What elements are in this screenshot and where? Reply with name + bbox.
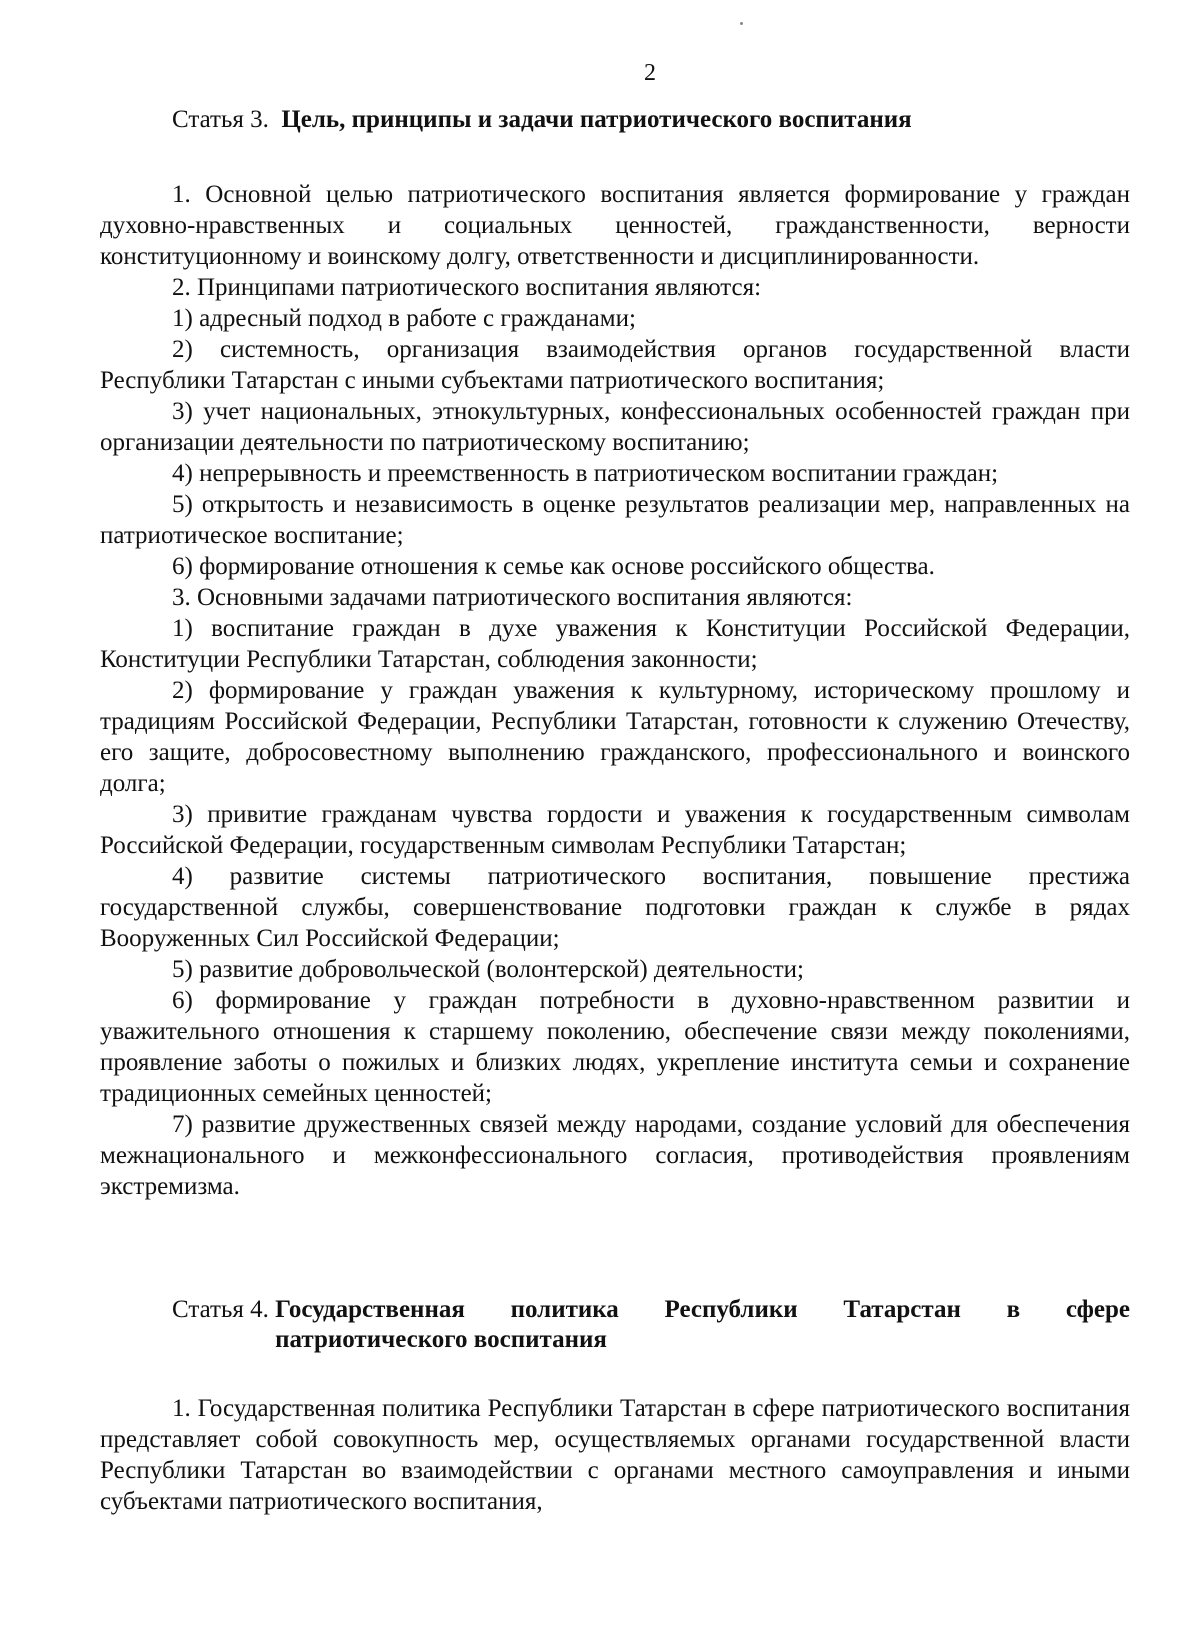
article-3-title: Цель, принципы и задачи патриотического воспитания [281, 106, 912, 133]
article-3-body [100, 179, 1130, 1202]
list-item: 5) открытость и независимость в оценке результатов реализации мер, направленных на патриотическое воспитание; [100, 491, 1130, 549]
article-4-number: Статья 4. [172, 1296, 269, 1323]
article-4-body [100, 1393, 1130, 1517]
article-4-title: Государственная политика Республики Татарстан в сфере патриотического воспитания [275, 1296, 1130, 1353]
list-item: 4) непрерывность и преемственность в патриотическом воспитании граждан; [172, 460, 999, 487]
page-number: 2 [644, 60, 656, 86]
paragraph: 3. Основными задачами патриотического воспитания являются: [172, 584, 853, 611]
list-item: 3) учет национальных, этнокультурных, конфессиональных особенностей граждан при организации деятельности по патриотическому воспитанию; [100, 398, 1130, 456]
list-item: 4) развитие системы патриотического воспитания, повышение престижа государственной службы, совершенствование подготовки граждан к службе в рядах Вооруженных Сил Российской Федерации; [100, 863, 1130, 952]
list-item: 1) воспитание граждан в духе уважения к Конституции Российской Федерации, Конституции Республики Татарстан, соблюдения законности; [100, 615, 1130, 673]
list-item: 1) адресный подход в работе с гражданами; [172, 305, 636, 332]
list-item: 2) формирование у граждан уважения к культурному, историческому прошлому и традициям Российской Федерации, Республики Татарстан, готовности к служению Отечеству, его защите, добросовестному выполнению гражданского, профессионального и воинского долга; [100, 677, 1130, 797]
article-3-number: Статья 3. [172, 106, 269, 133]
article-4 [100, 1295, 1130, 1517]
article-3 [100, 105, 1130, 1202]
list-item: 6) формирование у граждан потребности в духовно-нравственном развитии и уважительного отношения к старшему поколению, обеспечение связи между поколениями, проявление заботы о пожилых и близких людях, укрепление института семьи и сохранение традиционных семейных ценностей; [100, 987, 1130, 1107]
list-item: 2) системность, организация взаимодействия органов государственной власти Республики Татарстан с иными субъектами патриотического воспитания; [100, 336, 1130, 394]
scan-artifact [740, 22, 743, 25]
paragraph: 2. Принципами патриотического воспитания являются: [172, 274, 762, 301]
paragraph: 1. Основной целью патриотического воспитания является формирование у граждан духовно-нравственных и социальных ценностей, гражданственности, верности конституционному и воинскому долгу, ответственности и дисциплинированности. [100, 181, 1130, 270]
paragraph: 1. Государственная политика Республики Татарстан в сфере патриотического воспитания представляет собой совокупность мер, осуществляемых органами государственной власти Республики Татарстан во взаимодействии с органами местного самоуправления и иными субъектами патриотического воспитания, [100, 1395, 1130, 1515]
article-4-heading [100, 1295, 1130, 1355]
article-3-heading [100, 105, 1130, 135]
list-item: 6) формирование отношения к семье как основе российского общества. [172, 553, 935, 580]
list-item: 7) развитие дружественных связей между народами, создание условий для обеспечения межнационального и межконфессионального согласия, противодействия проявлениям экстремизма. [100, 1111, 1130, 1200]
list-item: 3) привитие гражданам чувства гордости и уважения к государственным символам Российской Федерации, государственным символам Республики Татарстан; [100, 801, 1130, 859]
list-item: 5) развитие добровольческой (волонтерской) деятельности; [172, 956, 804, 983]
